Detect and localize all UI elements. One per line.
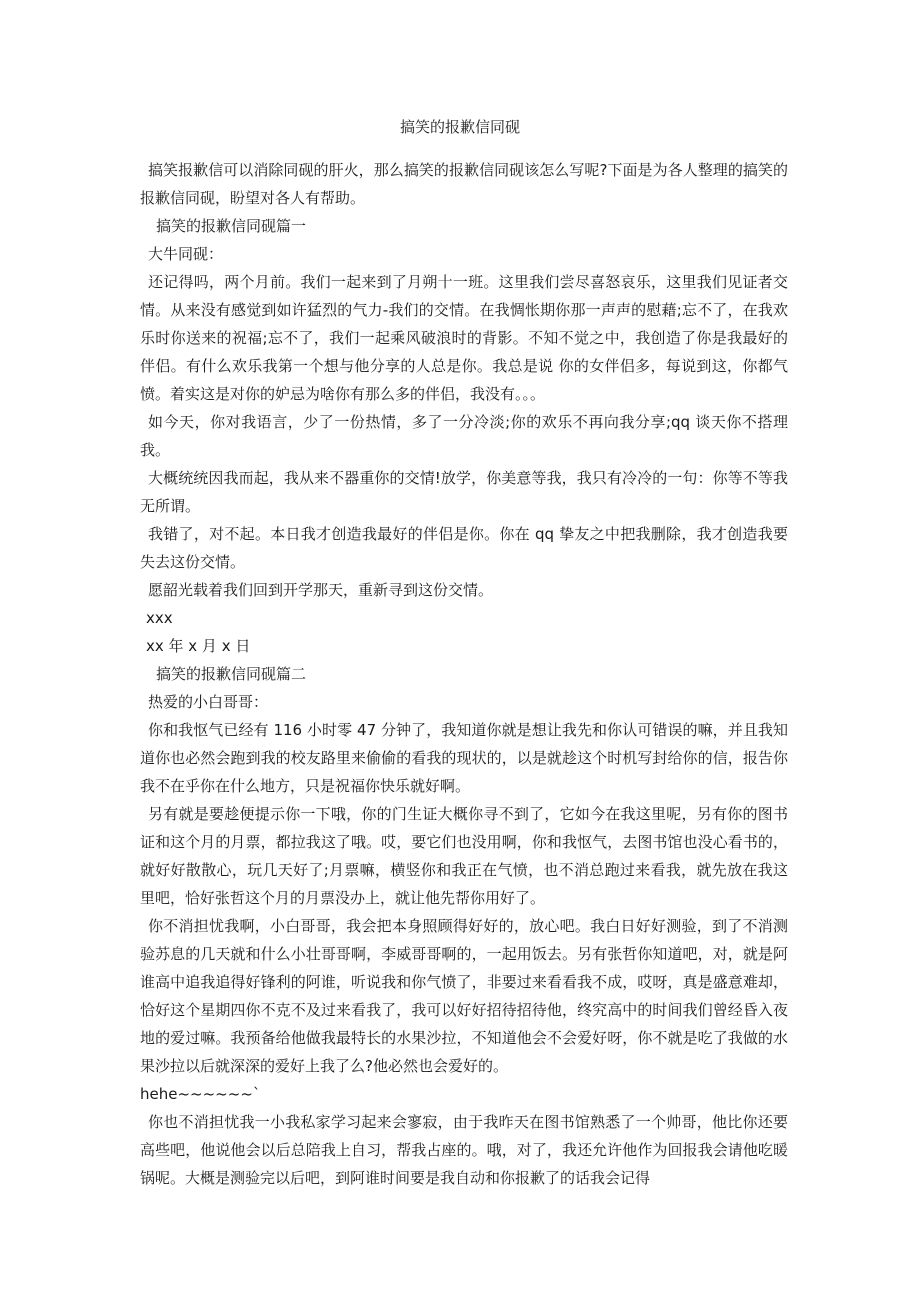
section-heading: 搞笑的报歉信同砚篇二 [156, 665, 307, 683]
paragraph: 你不消担忧我啊，小白哥哥，我会把本身照顾得好好的，放心吧。我白日好好测验，到了不消测验苏息的几天就和什么小壮哥哥啊，李威哥哥啊的，一起用饭去。另有张哲你知道吧，对，就是阿谁高中追我追得好锋利的阿谁，听说我和你气愤了，非要过来看看我不成，哎呀，真是盛意难却，恰好这个星期四你不克不及过来看我了，我可以好好招待招待他，终究高中的时间我们曾经昏入夜地的爱过嘛。我预备给他做我最特长的水果沙拉，不知道他会不会爱好呀，你不就是吃了我做的水果沙拉以后就深深的爱好上我了么?他必然也会爱好的。 [140, 917, 788, 1075]
signature-date: xx 年 x 月 x 日 [146, 637, 251, 655]
paragraph: 如今天，你对我语言，少了一份热情，多了一分冷淡;你的欢乐不再向我分享;qq 谈天你不搭理我。 [140, 413, 788, 459]
paragraph: 我错了，对不起。本日我才创造我最好的伴侣是你。你在 qq 挚友之中把我删除，我才创造我要失去这份交情。 [140, 525, 788, 571]
salutation: 大牛同砚： [148, 245, 224, 263]
document-title: 搞笑的报歉信同砚 [399, 118, 520, 136]
paragraph: 另有就是要趁便提示你一下哦，你的门生证大概你寻不到了，它如今在我这里呢，另有你的图书证和这个月的月票，都拉我这了哦。哎，要它们也没用啊，你和我怄气，去图书馆也没心看书的，就好好散散心，玩几天好了;月票嘛，横竖你和我正在气愤，也不消总跑过来看我，就先放在我这里吧，恰好张哲这个月的月票没办上，就让他先帮你用好了。 [140, 805, 788, 907]
paragraph: 搞笑报歉信可以消除同砚的肝火，那么搞笑的报歉信同砚该怎么写呢?下面是为各人整理的搞笑的报歉信同砚，盼望对各人有帮助。 [140, 161, 788, 207]
section-heading: 搞笑的报歉信同砚篇一 [156, 217, 307, 235]
salutation: 热爱的小白哥哥： [148, 693, 269, 711]
signature-name: xxx [146, 609, 173, 627]
paragraph: 愿韶光载着我们回到开学那天，重新寻到这份交情。 [148, 581, 494, 599]
paragraph: 还记得吗，两个月前。我们一起来到了月朔十一班。这里我们尝尽喜怒哀乐，这里我们见证者交情。从来没有感觉到如许猛烈的气力-我们的交情。在我惆怅期你那一声声的慰藉;忘不了，在我欢乐时你送来的祝福;忘不了，我们一起乘风破浪时的背影。不知不觉之中，我创造了你是我最好的伴侣。有什么欢乐我第一个想与他分享的人总是你。我总是说 你的女伴侣多，每说到这，你都气愤。着实这是对你的妒忌为啥你有那么多的伴侣，我没有。。。 [140, 273, 788, 403]
paragraph: 你和我怄气已经有 116 小时零 47 分钟了，我知道你就是想让我先和你认可错误的嘛，并且我知道你也必然会跑到我的校友路里来偷偷的看我的现状的，以是就趁这个时机写封给你的信，报告你我不在乎你在什么地方，只是祝福你快乐就好啊。 [140, 721, 788, 795]
paragraph: 你也不消担忧我一小我私家学习起来会寥寂，由于我昨天在图书馆熟悉了一个帅哥，他比你还要高些吧，他说他会以后总陪我上自习，帮我占座的。哦，对了，我还允许他作为回报我会请他吃暖锅呢。大概是测验完以后吧，到阿谁时间要是我自动和你报歉了的话我会记得 [140, 1113, 788, 1187]
paragraph: 大概统统因我而起，我从来不器重你的交情!放学，你美意等我，我只有冷冷的一句：你等不等我无所谓。 [140, 469, 788, 515]
document-body [140, 156, 788, 1192]
paragraph: hehe~~~~~~` [140, 1085, 261, 1103]
